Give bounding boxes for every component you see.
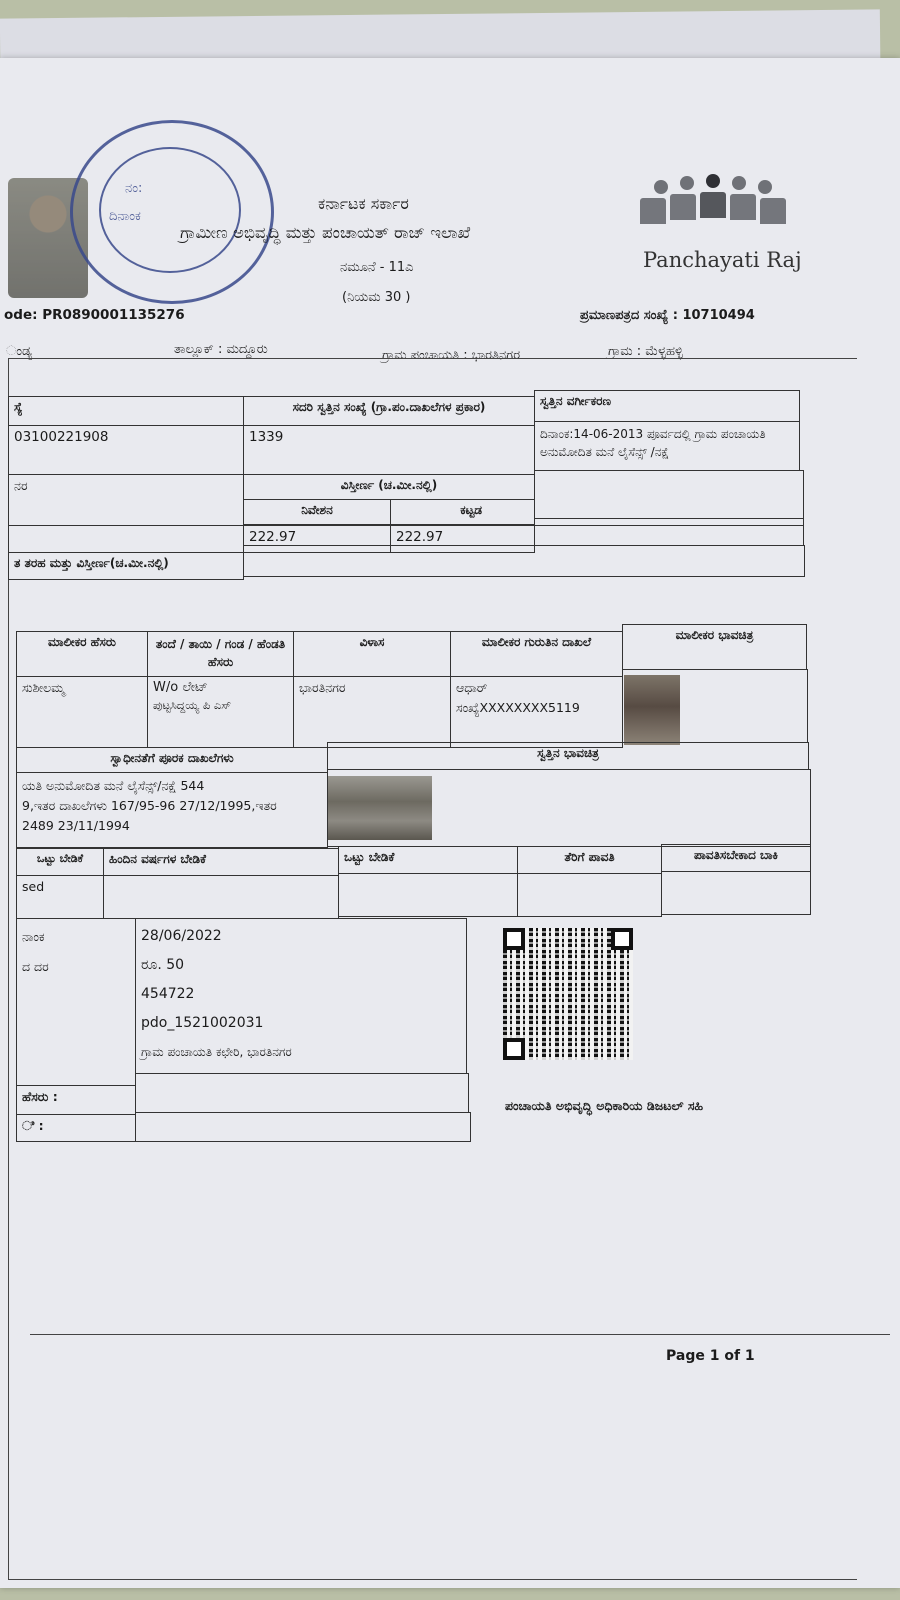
issue-date-label: ನಾಂಕ (22, 929, 45, 944)
building-area: 222.97 (390, 525, 535, 553)
owner-photo (624, 675, 680, 745)
digital-signature-caption: ಪಂಚಾಯತಿ ಅಭಿವೃದ್ಧಿ ಅಧಿಕಾರಿಯ ಡಿಜಟಲ್ ಸಹಿ (505, 1098, 704, 1113)
name-label: ಹೆಸರು : (16, 1085, 136, 1115)
certificate-page (0, 58, 900, 1588)
owner-relation-line2: ಪುಟ್ಟಸಿದ್ದಯ್ಯ ಪಿ ಎಸ್ (153, 698, 232, 712)
owner-photo-header: ಮಾಲೀಕರ ಭಾವಚಿತ್ರ (622, 624, 807, 670)
department-name: ಗ್ರಾಮೀಣ ಅಭಿವೃದ್ಧಿ ಮತ್ತು ಪಂಚಾಯತ್ ರಾಜ್ ಇಲಾಖೆ (180, 223, 471, 242)
docs-line-2: 9,ಇತರ ದಾಖಲೆಗಳು 167/95-96 27/12/1995,ಇತರ (22, 798, 277, 813)
issue-fee-label: ದ ದರ (22, 959, 49, 974)
stamp-no-label: ನಂ: (125, 181, 143, 196)
previous-demand-header: ಹಿಂದಿನ ವರ್ಷಗಳ ಬೇಡಿಕೆ (103, 848, 339, 876)
row3-right (534, 518, 804, 546)
property-code: ode: PR0890001135276 (4, 307, 185, 323)
property-number: 1339 (243, 425, 535, 475)
owner-relation (147, 676, 294, 748)
owner-name-header: ಮಾಲೀಕರ ಹೆಸರು (16, 631, 148, 677)
property-type-label: ತ ತರಹ ಮತ್ತು ವಿಸ್ತೀರ್ಣ(ಚ.ಮೀ.ನಲ್ಲಿ) (8, 552, 244, 580)
village-label: ಗ್ರಾಮ : ಮೆಳ್ಳಹಳ್ಳಿ (608, 344, 683, 359)
issue-date: 28/06/2022 (141, 928, 222, 944)
property-id-header: ಸ್ಯೆ (8, 396, 244, 426)
row3-left (8, 525, 244, 553)
footer-divider (30, 1334, 890, 1335)
tax-paid-header: ತೆರಿಗೆ ಪಾವತಿ (517, 846, 662, 874)
taluk-label: ತಾಲ್ಲೂಕ್ : ಮದ್ದೂರು (174, 342, 268, 357)
panchayati-raj-logo (640, 176, 790, 246)
total-demand-header-2: ಒಟ್ಟು ಬೇಡಿಕೆ (338, 846, 518, 874)
owner-relation-line1: W/o ಲೇಟ್ (153, 680, 208, 695)
rule-number: (ನಿಯಮ 30 ) (342, 290, 411, 305)
balance-due-value (661, 871, 811, 915)
site-area: 222.97 (243, 525, 391, 553)
name-value (135, 1073, 469, 1113)
relation-header: ತಂದೆ / ತಾಯಿ / ಗಂಡ / ಹೆಂಡತಿ ಹೆಸರು (147, 631, 294, 677)
gram-panchayat-label: ಗ್ರಾಮ ಪಂಚಾಯತಿ : ಭಾರತಿನಗರ (382, 348, 521, 363)
tax-paid-value (517, 873, 662, 917)
signature-label: ಿ : (16, 1114, 136, 1142)
issue-values (135, 918, 467, 1074)
owner-name: ಸುಶೀಲಮ್ಮ (16, 676, 148, 748)
owner-address: ಭಾರತಿನಗರ (293, 676, 451, 748)
property-type-value (243, 545, 805, 577)
property-photo-header: ಸ್ವತ್ತಿನ ಭಾವಚಿತ್ರ (327, 742, 809, 770)
owner-id-number: ಸಂಖ್ಯೆXXXXXXXX5119 (456, 700, 580, 715)
issue-labels (16, 918, 136, 1086)
owner-id-type: ಆಧಾರ್ (456, 680, 488, 695)
property-number-header: ಸದರಿ ಸ್ವತ್ತಿನ ಸಂಖ್ಯೆ (ಗ್ರಾ.ಪಂ.ದಾಖಲೆಗಳ ಪ್ರಕಾರ) (243, 396, 535, 426)
property-classification: ದಿನಾಂಕ:14-06-2013 ಪೂರ್ವದಲ್ಲಿ ಗ್ರಾಮ ಪಂಚಾಯತಿ ಅನುಮೋದಿತ ಮನೆ ಲೈಸೆನ್ಸ್ /ನಕ್ಷೆ (534, 421, 800, 471)
issue-receipt: 454722 (141, 986, 195, 1002)
district-label: ಂಡ್ಯ (6, 344, 33, 359)
docs-line-1: ಯತಿ ಅನುಮೋದಿತ ಮನೆ ಲೈಸೆನ್ಸ್/ನಕ್ಷೆ 544 (22, 778, 205, 793)
docs-header: ಸ್ವಾಧೀನತೆಗೆ ಪೂರಕ ದಾಖಲೆಗಳು (16, 747, 328, 773)
owner-id-header: ಮಾಲೀಕರ ಗುರುತಿನ ದಾಖಲೆ (450, 631, 623, 677)
property-photo (328, 776, 432, 840)
logo-text: Panchayati Raj (643, 248, 802, 272)
stamp-date-label: ದಿನಾಂಕ (109, 209, 141, 224)
previous-demand-value (103, 875, 339, 919)
gov-name: ಕರ್ನಾಟಕ ಸರ್ಕಾರ (318, 194, 409, 213)
area-header: ವಿಸ್ತೀರ್ಣ (ಚ.ಮೀ.ನಲ್ಲಿ) (243, 474, 535, 500)
owner-id (450, 676, 623, 748)
issue-pdo: pdo_1521002031 (141, 1015, 264, 1031)
balance-due-header: ಪಾವತಿಸಬೇಕಾದ ಬಾಕಿ (661, 844, 811, 872)
total-demand-header: ಒಟ್ಟು ಬೇಡಿಕೆ (16, 848, 104, 876)
building-label: ಕಟ್ಟಡ (390, 499, 535, 525)
page-number: Page 1 of 1 (666, 1348, 755, 1364)
tax-row-left: sed (16, 875, 104, 919)
address-header: ವಿಳಾಸ (293, 631, 451, 677)
site-label: ನಿವೇಶನ (243, 499, 391, 525)
signature-value (135, 1112, 471, 1142)
total-demand-value (338, 873, 518, 917)
certificate-number: ಪ್ರಮಾಣಪತ್ರದ ಸಂಖ್ಯೆ : 10710494 (580, 308, 755, 323)
form-number: ನಮೂನೆ - 11ಎ (340, 260, 414, 275)
docs-content (16, 772, 328, 848)
issue-office: ಗ್ರಾಮ ಪಂಚಾಯತಿ ಕಛೇರಿ, ಭಾರತಿನಗರ (141, 1045, 292, 1059)
issue-fee: ರೂ. 50 (141, 957, 185, 973)
panchayat-seal (70, 120, 274, 304)
qr-code-icon (503, 928, 633, 1060)
docs-line-3: 2489 23/11/1994 (22, 818, 130, 833)
row2-left-label: ನರ (8, 474, 244, 526)
property-id: 03100221908 (8, 425, 244, 475)
classification-header: ಸ್ವತ್ತಿನ ವರ್ಗೀಕರಣ (534, 390, 800, 422)
